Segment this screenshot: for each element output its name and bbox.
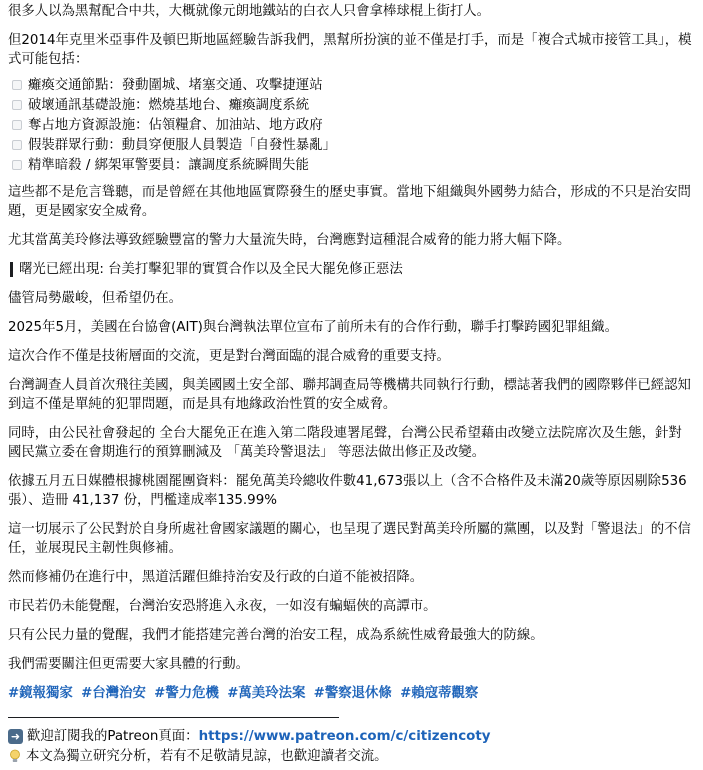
patreon-line [8,726,695,746]
section-heading [8,260,695,279]
paragraph: 這次合作不僅是技術層面的交流，更是對台灣面臨的混合威脅的重要支持。 [8,349,450,364]
bullet-icon [12,120,22,130]
list-item: 癱瘓交通節點：發動圍城、堵塞交通、攻擊捷運站 [8,75,695,95]
hashtag-link[interactable]: #警力危機 [154,686,219,701]
paragraph: 只有公民力量的覺醒，我們才能搭建完善台灣的治安工程，成為系統性威脅最強大的防線。 [8,628,544,643]
paragraph: 2025年5月，美國在台協會(AIT)與台灣執法單位宣布了前所未有的合作行動，聯手打擊跨國犯罪組織。 [8,320,618,335]
divider [8,717,339,718]
hashtag-link[interactable]: #鏡報獨家 [8,686,73,701]
hashtag-link[interactable]: #台灣治安 [81,686,146,701]
note-text: 本文為獨立研究分析，若有不足敬請見諒，也歡迎讀者交流。 [26,748,388,764]
paragraph: 然而修補仍在進行中，黑道活躍但維持治安及行政的白道不能被招降。 [8,570,424,585]
paragraph: 台灣調查人員首次飛往美國，與美國國土安全部、聯邦調查局等機構共同執行行動，標誌著我們的國際夥伴已經認知到這不僅是單純的犯罪問題，而是具有地緣政治性質的安全威脅。 [8,378,691,412]
right-arrow-icon: ➜ [8,729,23,744]
post-body [0,2,703,766]
paragraph: 市民若仍未能覺醒，台灣治安恐將進入永夜，一如沒有蝙蝠俠的高譚市。 [8,599,437,614]
paragraph: 同時，由公民社會發起的 全台大罷免正在進入第二階段連署尾聲，台灣公民希望藉由改變立法院席次及生態，針對國民黨立委在會期進行的預算刪減及 「萬美玲警退法」 等惡法做出修正及改變。 [8,426,682,460]
bullet-icon [12,140,22,150]
bullet-icon [12,160,22,170]
list-item: 精準暗殺 / 綁架軍警要員：讓調度系統瞬間失能 [8,155,695,175]
list-item: 假裝群眾行動：動員穿便服人員製造「自發性暴亂」 [8,135,695,155]
lightbulb-icon [8,749,22,764]
list-item: 破壞通訊基礎設施：燃燒基地台、癱瘓調度系統 [8,95,695,115]
hashtag-link[interactable]: #賴寇蒂觀察 [400,686,479,701]
patreon-link[interactable]: https://www.patreon.com/c/citizencoty [198,728,491,744]
paragraph: 很多人以為黑幫配合中共，大概就像元朗地鐵站的白衣人只會拿棒球棍上街打人。 [8,4,491,19]
paragraph: 這些都不是危言聳聽，而是曾經在其他地區實際發生的歷史事實。當地下組織與外國勢力結合，形成的不只是治安問題，更是國家安全威脅。 [8,185,691,219]
hashtag-row [8,684,695,703]
threat-list [8,75,695,175]
patreon-prefix: 歡迎訂閱我的Patreon頁面： [27,728,199,744]
paragraph: 這一切展示了公民對於自身所處社會國家議題的關心，也呈現了選民對萬美玲所屬的黨團，以及對「警退法」的不信任，並展現民主韌性與修補。 [8,522,691,556]
paragraph: 我們需要關注但更需要大家具體的行動。 [8,657,250,672]
hashtag-link[interactable]: #萬美玲法案 [227,686,306,701]
bullet-icon [12,80,22,90]
heading-text: 曙光已經出現: 台美打擊犯罪的實質合作以及全民大罷免修正惡法 [19,262,403,277]
heading-bar-icon [10,262,13,277]
paragraph: 但2014年克里米亞事件及頓巴斯地區經驗告訴我們，黑幫所扮演的並不僅是打手，而是「複合式城市接管工具」，模式可能包括： [8,33,692,67]
paragraph: 依據五月五日媒體根據桃園罷團資料：罷免萬美玲總收件數41,673張以上（含不合格件及未滿20歲等原因剔除536張）、造冊 41,137 份，門檻達成率135.99% [8,474,687,508]
note-line [8,746,695,766]
paragraph: 儘管局勢嚴峻，但希望仍在。 [8,291,183,306]
hashtag-link[interactable]: #警察退休條 [313,686,392,701]
paragraph: 尤其當萬美玲修法導致經驗豐富的警力大量流失時，台灣應對這種混合威脅的能力將大幅下降。 [8,233,571,248]
bullet-icon [12,100,22,110]
list-item: 奪占地方資源設施：佔領糧倉、加油站、地方政府 [8,115,695,135]
